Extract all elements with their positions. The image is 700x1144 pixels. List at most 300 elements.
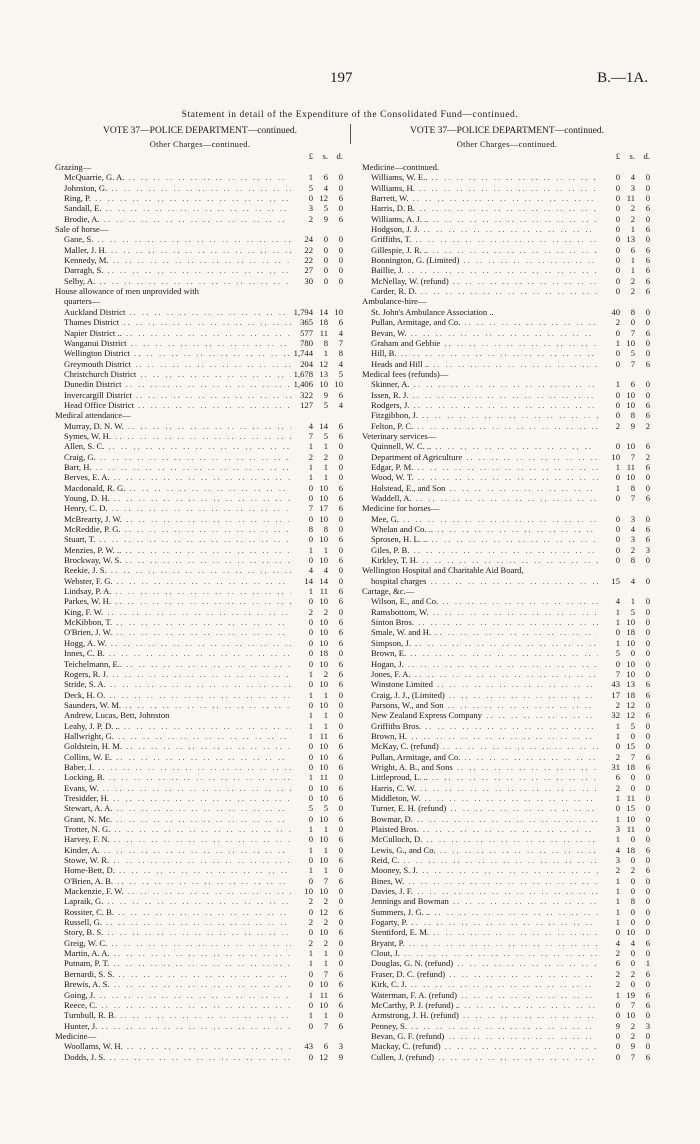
- pounds-amount: 0: [598, 545, 620, 555]
- pence-amount: 0: [636, 348, 650, 358]
- expenditure-row: [55, 896, 345, 906]
- payee-name: Bowmar, D. .. ..: [371, 814, 602, 824]
- pence-amount: 6: [636, 400, 650, 410]
- pence-amount: 0: [329, 545, 343, 555]
- shillings-amount: 1: [314, 721, 328, 731]
- pounds-amount: 1: [598, 917, 620, 927]
- pounds-amount: 0: [291, 855, 313, 865]
- section-heading: [55, 224, 345, 234]
- shillings-amount: 8: [621, 307, 635, 317]
- expenditure-row: [362, 907, 652, 917]
- pence-amount: 0: [636, 390, 650, 400]
- expenditure-row: [362, 328, 652, 338]
- pence-amount: 6: [329, 317, 343, 327]
- shillings-amount: 2: [621, 286, 635, 296]
- shillings-amount: 10: [314, 793, 328, 803]
- payee-name: Fogarty, P. .. ..: [371, 917, 602, 927]
- payee-name: Reid, C. .. ..: [371, 855, 602, 865]
- shillings-amount: 10: [314, 1000, 328, 1010]
- payee-name: Reece, C. .. ..: [64, 1000, 295, 1010]
- pounds-amount: 0: [291, 1052, 313, 1062]
- expenditure-row: [362, 710, 652, 720]
- expenditure-row: [362, 958, 652, 968]
- payee-name: Parkes, W. H. .. ..: [64, 596, 295, 606]
- expenditure-row: [55, 938, 345, 948]
- payee-name: Barrett, W. .. ..: [371, 193, 602, 203]
- expenditure-row: [362, 690, 652, 700]
- pounds-amount: 2: [598, 783, 620, 793]
- pounds-amount: 0: [291, 752, 313, 762]
- pounds-amount: 1: [291, 710, 313, 720]
- payee-name: Murray, D. N. W. .. ..: [64, 421, 295, 431]
- payee-name: McBrearty, J. W. .. ..: [64, 514, 295, 524]
- expenditure-row: [55, 276, 345, 286]
- section-heading: [55, 162, 345, 172]
- pounds-amount: 2: [291, 917, 313, 927]
- expenditure-row: [55, 400, 345, 410]
- document-reference: B.—1A.: [597, 70, 648, 86]
- pence-amount: 0: [636, 193, 650, 203]
- pounds-amount: 0: [598, 1000, 620, 1010]
- payee-name: Jennings and Bowman .. ..: [371, 896, 602, 906]
- pence-amount: 6: [329, 555, 343, 565]
- expenditure-row: [362, 731, 652, 741]
- shillings-amount: 10: [621, 638, 635, 648]
- shillings-amount: 2: [621, 1021, 635, 1031]
- shillings-amount: 0: [621, 958, 635, 968]
- expenditure-row: [55, 524, 345, 534]
- shillings-amount: 7: [621, 328, 635, 338]
- payee-name: Holstead, E., and Son .. ..: [371, 483, 602, 493]
- pounds-amount: 22: [291, 255, 313, 265]
- shillings-amount: 15: [621, 741, 635, 751]
- expenditure-row: [362, 234, 652, 244]
- pence-amount: 6: [636, 203, 650, 213]
- shillings-amount: 2: [314, 607, 328, 617]
- shillings-amount: 11: [621, 193, 635, 203]
- pounds-amount: 1,744: [291, 348, 313, 358]
- pence-amount: 6: [636, 1000, 650, 1010]
- expenditure-row: [55, 348, 345, 358]
- shillings-amount: 11: [314, 586, 328, 596]
- expenditure-row: [362, 390, 652, 400]
- expenditure-row: [55, 772, 345, 782]
- shillings-amount: 13: [621, 679, 635, 689]
- shillings-amount: 0: [621, 907, 635, 917]
- payee-name: Webster, F. G. .. ..: [64, 576, 295, 586]
- shillings-amount: 7: [621, 359, 635, 369]
- pounds-amount: 40: [598, 307, 620, 317]
- payee-name: Lewis, G., and Co. .. ..: [371, 845, 602, 855]
- payee-name: Home-Bett, D. .. ..: [64, 865, 295, 875]
- expenditure-row: [362, 1000, 652, 1010]
- shillings-amount: 12: [314, 193, 328, 203]
- pounds-amount: 0: [598, 927, 620, 937]
- expenditure-row: [55, 990, 345, 1000]
- pence-amount: 6: [329, 627, 343, 637]
- expenditure-row: [55, 390, 345, 400]
- payee-name: Baber, J. .. ..: [64, 762, 295, 772]
- pounds-amount: 0: [598, 472, 620, 482]
- payee-name: Martin, A. A. .. ..: [64, 948, 295, 958]
- pounds-amount: 0: [291, 783, 313, 793]
- pence-amount: 6: [329, 503, 343, 513]
- pounds-amount: 0: [291, 834, 313, 844]
- shillings-amount: 10: [314, 700, 328, 710]
- shillings-amount: 10: [314, 834, 328, 844]
- pounds-amount: 1: [291, 690, 313, 700]
- pence-amount: 6: [329, 793, 343, 803]
- pence-amount: 0: [329, 648, 343, 658]
- payee-name: Andrew, Lucas, Bett, Johnston: [64, 710, 170, 721]
- shillings-amount: 18: [621, 690, 635, 700]
- pence-amount: 0: [636, 917, 650, 927]
- pence-amount: 0: [636, 214, 650, 224]
- payee-name: Hogan, J. .. ..: [371, 659, 602, 669]
- pence-amount: 0: [636, 617, 650, 627]
- expenditure-row: [55, 834, 345, 844]
- payee-name: Kinder, A. .. ..: [64, 845, 295, 855]
- pounds-amount: 2: [291, 452, 313, 462]
- shillings-amount: 0: [621, 783, 635, 793]
- shillings-amount: 4: [621, 524, 635, 534]
- expenditure-row: [55, 752, 345, 762]
- pence-amount: 4: [329, 328, 343, 338]
- pounds-amount: 0: [598, 1041, 620, 1051]
- pounds-amount: 2: [598, 865, 620, 875]
- expenditure-row: [55, 617, 345, 627]
- payee-name: Dodds, J. S. .. ..: [64, 1052, 295, 1062]
- payee-name: Collins, W. E. .. ..: [64, 752, 295, 762]
- expenditure-row: [55, 359, 345, 369]
- page-number: 197: [330, 70, 353, 86]
- payee-name: Bryant, P. .. ..: [371, 938, 602, 948]
- pence-amount: 6: [636, 969, 650, 979]
- expenditure-row: [55, 441, 345, 451]
- shillings-amount: 1: [621, 255, 635, 265]
- pounds-amount: 1: [291, 824, 313, 834]
- payee-name: Ring, P. .. ..: [64, 193, 295, 203]
- pence-amount: 6: [329, 679, 343, 689]
- pence-amount: 8: [329, 348, 343, 358]
- payee-name: Lapraik, G. .. ..: [64, 896, 295, 906]
- pounds-amount: 0: [598, 514, 620, 524]
- shillings-amount: 1: [314, 958, 328, 968]
- payee-name: Griffiths Bros. .. ..: [371, 721, 602, 731]
- shillings-amount: 7: [621, 1000, 635, 1010]
- payee-name: Cullen, J. (refund) .. ..: [371, 1052, 602, 1062]
- pounds-amount: 1: [598, 814, 620, 824]
- pounds-amount: 7: [291, 503, 313, 513]
- shillings-amount: 1: [314, 690, 328, 700]
- pounds-amount: 0: [598, 172, 620, 182]
- shillings-amount: 17: [314, 503, 328, 513]
- pounds-amount: 1: [598, 617, 620, 627]
- pounds-amount: 1: [598, 721, 620, 731]
- payee-name: Felton, P. C. .. ..: [371, 421, 602, 431]
- expenditure-row: [362, 876, 652, 886]
- expenditure-row: [362, 514, 652, 524]
- expenditure-row: [362, 359, 652, 369]
- payee-name: McKibbon, T. .. ..: [64, 617, 295, 627]
- pounds-amount: 0: [598, 1052, 620, 1062]
- pounds-amount: 2: [598, 969, 620, 979]
- expenditure-row: [55, 1021, 345, 1031]
- payee-name: Bevan, W. .. ..: [371, 328, 602, 338]
- pounds-amount: 1: [291, 990, 313, 1000]
- pence-amount: 6: [329, 493, 343, 503]
- pence-amount: 6: [329, 534, 343, 544]
- pounds-amount: 365: [291, 317, 313, 327]
- section-heading: [362, 296, 652, 306]
- expenditure-row: [362, 793, 652, 803]
- pence-amount: 6: [636, 493, 650, 503]
- expenditure-row: [362, 948, 652, 958]
- pounds-amount: 1,678: [291, 369, 313, 379]
- payee-name: Hunter, J. .. ..: [64, 1021, 295, 1031]
- pence-amount: 0: [329, 514, 343, 524]
- pounds-amount: 0: [598, 265, 620, 275]
- pence-amount: 6: [636, 990, 650, 1000]
- column-divider: [350, 124, 351, 144]
- payee-name: Brodie, A. .. ..: [64, 214, 295, 224]
- pounds-amount: 0: [291, 659, 313, 669]
- payee-name: Turnbull, R. B. .. ..: [64, 1010, 295, 1020]
- pence-amount: 6: [329, 1000, 343, 1010]
- expenditure-row: [362, 441, 652, 451]
- pounds-amount: 15: [598, 576, 620, 586]
- shillings-amount: 7: [621, 493, 635, 503]
- expenditure-row: [362, 783, 652, 793]
- pounds-amount: 4: [598, 596, 620, 606]
- expenditure-row: [55, 659, 345, 669]
- pounds-amount: 0: [291, 555, 313, 565]
- expenditure-row: [55, 317, 345, 327]
- shillings-amount: 12: [621, 700, 635, 710]
- pounds-amount: 1: [598, 886, 620, 896]
- section-heading: [362, 503, 652, 513]
- expenditure-row: [362, 255, 652, 265]
- pence-amount: 0: [329, 700, 343, 710]
- pounds-amount: 0: [291, 617, 313, 627]
- pounds-amount: 4: [291, 421, 313, 431]
- expenditure-row: [55, 421, 345, 431]
- pence-amount: 0: [636, 896, 650, 906]
- shillings-amount: 10: [621, 659, 635, 669]
- expenditure-row: [55, 472, 345, 482]
- shillings-amount: 1: [314, 462, 328, 472]
- pounds-amount: 1: [598, 338, 620, 348]
- pounds-amount: 1: [598, 483, 620, 493]
- shillings-amount: 11: [314, 772, 328, 782]
- payee-name: Fitzgibbon, J. .. ..: [371, 410, 602, 420]
- pence-amount: 6: [636, 710, 650, 720]
- payee-name: Jones, F. A. .. ..: [371, 669, 602, 679]
- section-heading: [362, 586, 652, 596]
- pounds-amount: 0: [598, 493, 620, 503]
- pence-amount: 0: [636, 514, 650, 524]
- payee-name: Stewart, A. A. .. ..: [64, 803, 295, 813]
- pence-amount: 6: [329, 990, 343, 1000]
- pounds-amount: 1: [598, 834, 620, 844]
- pence-amount: 6: [329, 969, 343, 979]
- shillings-amount: 1: [314, 1010, 328, 1020]
- pence-amount: 6: [329, 855, 343, 865]
- expenditure-row: [362, 400, 652, 410]
- payee-name: Harvey, F. N. .. ..: [64, 834, 295, 844]
- payee-name: Saunders, W. M. .. ..: [64, 700, 295, 710]
- section-label: quarters—: [64, 296, 101, 307]
- payee-name: Hodgson, J. J. .. ..: [371, 224, 602, 234]
- expenditure-row: [362, 1041, 652, 1051]
- pounds-amount: 0: [598, 245, 620, 255]
- expenditure-row: [362, 421, 652, 431]
- shillings-amount: 10: [621, 472, 635, 482]
- payee-name: Maller, J. H. .. ..: [64, 245, 295, 255]
- expenditure-row: [55, 783, 345, 793]
- expenditure-row: [55, 845, 345, 855]
- pence-amount: 6: [329, 814, 343, 824]
- pence-amount: 0: [329, 824, 343, 834]
- section-label: Veterinary services—: [362, 430, 437, 441]
- payee-name: Smale, W. and H. .. ..: [371, 627, 602, 637]
- pence-amount: 0: [636, 596, 650, 606]
- expenditure-row: [55, 824, 345, 834]
- shillings-amount: 13: [621, 234, 635, 244]
- expenditure-row: [362, 865, 652, 875]
- payee-name: Sinton Bros. .. ..: [371, 617, 602, 627]
- expenditure-row: [362, 555, 652, 565]
- expenditure-row: [55, 855, 345, 865]
- shillings-amount: 10: [314, 617, 328, 627]
- pence-amount: 0: [636, 307, 650, 317]
- pence-amount: 6: [636, 286, 650, 296]
- section-label: Medicine—: [55, 1030, 97, 1041]
- expenditure-row: [55, 379, 345, 389]
- payee-name: Young, D. H. .. ..: [64, 493, 295, 503]
- pounds-amount: 0: [598, 224, 620, 234]
- payee-name: Trotter, N. G. .. ..: [64, 824, 295, 834]
- shillings-amount: 6: [621, 379, 635, 389]
- payee-name: Bevan, G. F. (refund) .. ..: [371, 1031, 602, 1041]
- expenditure-row: [55, 865, 345, 875]
- shillings-amount: 10: [314, 555, 328, 565]
- shillings-amount: 8: [621, 483, 635, 493]
- section-heading: [55, 1031, 345, 1041]
- pounds-amount: 3: [598, 824, 620, 834]
- pence-amount: 0: [636, 803, 650, 813]
- pounds-amount: 5: [291, 803, 313, 813]
- expenditure-row: [55, 214, 345, 224]
- shillings-amount: 10: [621, 441, 635, 451]
- payee-name: Harris, D. B. .. ..: [371, 203, 602, 213]
- pence-amount: 6: [636, 752, 650, 762]
- pounds-amount: 0: [291, 907, 313, 917]
- expenditure-row: [55, 576, 345, 586]
- expenditure-row: [55, 690, 345, 700]
- pounds-amount: 4: [291, 565, 313, 575]
- pounds-amount: 1: [598, 731, 620, 741]
- pounds-amount: 0: [598, 741, 620, 751]
- payee-name: Reekie, J. S. .. ..: [64, 565, 295, 575]
- pounds-amount: 1: [598, 990, 620, 1000]
- pence-amount: 0: [329, 896, 343, 906]
- pence-amount: 0: [329, 462, 343, 472]
- expenditure-list: [362, 162, 652, 1062]
- expenditure-row: [55, 245, 345, 255]
- shillings-amount: 0: [621, 772, 635, 782]
- expenditure-row: [362, 938, 652, 948]
- payee-name: Greymouth District .. ..: [64, 359, 295, 369]
- expenditure-row: [362, 638, 652, 648]
- payee-name: McReddie, P. G. .. ..: [64, 524, 295, 534]
- expenditure-row: [362, 814, 652, 824]
- shillings-amount: 10: [314, 741, 328, 751]
- pence-amount: 0: [329, 865, 343, 875]
- pence-amount: 6: [636, 762, 650, 772]
- pence-amount: 0: [329, 441, 343, 451]
- pounds-amount: 14: [291, 576, 313, 586]
- shillings-amount: 10: [314, 855, 328, 865]
- payee-name: Russell, G. .. ..: [64, 917, 295, 927]
- payee-name: Grant, N. Mc. .. ..: [64, 814, 295, 824]
- shillings-amount: 2: [621, 865, 635, 875]
- pence-amount: 0: [636, 721, 650, 731]
- expenditure-row: [362, 462, 652, 472]
- pence-amount: 0: [636, 607, 650, 617]
- pounds-amount: 0: [291, 493, 313, 503]
- pounds-amount: 1: [291, 462, 313, 472]
- shillings-amount: 10: [314, 493, 328, 503]
- pounds-amount: 0: [598, 400, 620, 410]
- pence-amount: 0: [329, 472, 343, 482]
- expenditure-row: [55, 803, 345, 813]
- pounds-amount: 6: [598, 958, 620, 968]
- pounds-amount: 0: [598, 328, 620, 338]
- pence-amount: 0: [636, 772, 650, 782]
- shillings-amount: 10: [314, 638, 328, 648]
- expenditure-row: [362, 307, 652, 317]
- shillings-amount: 0: [621, 855, 635, 865]
- expenditure-row: [362, 203, 652, 213]
- payee-name: Wood, W. T. .. ..: [371, 472, 602, 482]
- shillings-amount: 7: [621, 1052, 635, 1062]
- payee-name: Skinner, A. .. ..: [371, 379, 602, 389]
- pence-amount: 6: [636, 865, 650, 875]
- pounds-amount: 0: [291, 534, 313, 544]
- payee-name: McNellay, W. (refund) .. ..: [371, 276, 602, 286]
- shillings-amount: 0: [621, 876, 635, 886]
- pounds-amount: 0: [598, 803, 620, 813]
- pounds-amount: 2: [598, 317, 620, 327]
- shillings-amount: 2: [314, 452, 328, 462]
- shillings-amount: 0: [621, 731, 635, 741]
- payee-name: Williams, W. E.. .. ..: [371, 172, 602, 182]
- pence-amount: 6: [329, 214, 343, 224]
- pence-amount: 6: [636, 255, 650, 265]
- pounds-amount: 1: [291, 731, 313, 741]
- payee-name: O'Brien, A. B. .. ..: [64, 876, 295, 886]
- pounds-amount: 1: [291, 545, 313, 555]
- pence-amount: 3: [636, 1021, 650, 1031]
- expenditure-row: [55, 907, 345, 917]
- expenditure-row: [362, 214, 652, 224]
- expenditure-row: [55, 710, 345, 720]
- pounds-amount: 22: [291, 245, 313, 255]
- section-heading: [362, 565, 652, 575]
- pounds-amount: 2: [598, 421, 620, 431]
- shillings-amount: 10: [314, 783, 328, 793]
